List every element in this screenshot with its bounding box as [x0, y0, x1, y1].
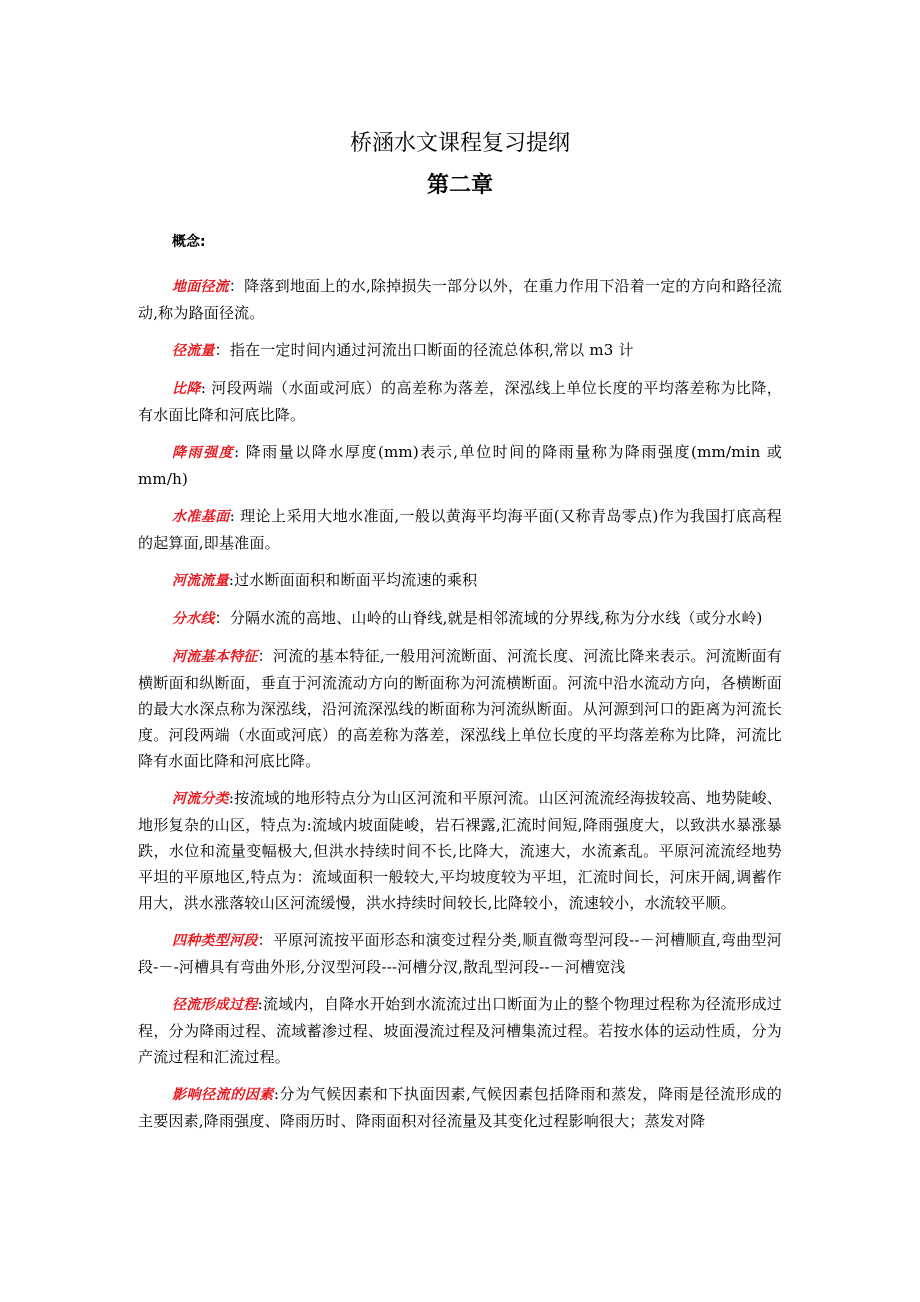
- concept-separator: :: [234, 443, 246, 461]
- concept-term: 影响径流的因素: [172, 1087, 274, 1103]
- concept-definition: 按流域的地形特点分为山区河流和平原河流。山区河流流经海拔较高、地势陡峻、地形复杂的山区，特点为:流域内坡面陡峻，岩石裸露,汇流时间短,降雨强度大，以致洪水暴涨暴跌，水位和流量变幅极大,但洪水持续时间不长,比降大，流速大，水流紊乱。平原河流流经地势平坦的平原地区,特点为：流域面积一般较大,平均坡度较为平坦，汇流时间长，河床开阔,调蓄作用大，洪水涨落较山区河流缓慢，洪水持续时间较长,比降较小，流速较小，水流较平顺。: [138, 789, 782, 912]
- document-title: 桥涵水文课程复习提纲: [349, 131, 570, 156]
- concept-definition: 流域内，自降水开始到水流流过出口断面为止的整个物理过程称为径流形成过程，分为降雨过程、流域蓄渗过程、坡面漫流过程及河槽集流过程。若按水体的运动性质，分为产流过程和汇流过程。: [138, 995, 782, 1066]
- concept-term: 河流分类: [172, 791, 229, 807]
- concept-term: 四种类型河段: [172, 933, 258, 949]
- concept-term: 比降: [172, 381, 201, 397]
- concept-separator: ：: [228, 277, 245, 295]
- concept-definition: 过水断面面积和断面平均流速的乘积: [234, 571, 478, 589]
- concept-separator: :: [228, 789, 235, 807]
- concept-definition: 指在一定时间内通过河流出口断面的径流总体积,常以 m3 计: [229, 341, 634, 359]
- concept-entry: [138, 785, 782, 916]
- section-label: 概念:: [172, 234, 206, 250]
- concept-separator: ：: [257, 647, 273, 665]
- concept-definition: 河流的基本特征,一般用河流断面、河流长度、河流比降来表示。河流断面有横断面和纵断面，垂直于河流流动方向的断面称为河流横断面。河流中沿水流动方向，各横断面的最大水深点称为深泓线，沿河流深泓线的断面称为河流纵断面。从河源到河口的距离为河流长度。河段两端（水面或河底）的高差称为落差，深泓线上单位长度的平均落差称为比降，河流比降有水面比降和河底比降。: [138, 647, 782, 770]
- concept-separator: :: [200, 379, 212, 397]
- concept-entry: [138, 375, 782, 428]
- concept-separator: :: [228, 571, 235, 589]
- concept-list: [138, 273, 782, 1134]
- concept-term: 径流形成过程: [172, 997, 258, 1013]
- concept-entry: [138, 643, 782, 774]
- concept-entry: [138, 1081, 782, 1134]
- concept-term: 河流流量: [172, 573, 229, 589]
- concept-definition: 河段两端（水面或河底）的高差称为落差，深泓线上单位长度的平均落差称为比降，有水面比降和河底比降。: [138, 379, 782, 424]
- concept-separator: :: [273, 1085, 280, 1103]
- concept-entry: [138, 439, 782, 492]
- concept-term: 降雨强度: [172, 445, 235, 461]
- concept-separator: ：: [214, 341, 230, 359]
- concept-entry: [138, 273, 782, 326]
- concept-definition: 降雨量以降水厚度(mm)表示,单位时间的降雨量称为降雨强度(mm/min 或 mm/h): [138, 443, 782, 488]
- concept-definition: 降落到地面上的水,除掉损失一部分以外，在重力作用下沿着一定的方向和路径流动,称为路面径流。: [138, 277, 782, 322]
- concept-definition: 平原河流按平面形态和演变过程分类,顺直微弯型河段--－河槽顺直,弯曲型河段-－-河槽具有弯曲外形,分汊型河段---河槽分汊,散乱型河段--－河槽宽浅: [138, 931, 782, 976]
- concept-separator: ：: [257, 931, 273, 949]
- concept-entry: [138, 567, 782, 594]
- concept-term: 地面径流: [172, 279, 229, 295]
- concept-term: 径流量: [172, 343, 215, 359]
- concept-definition: 分为气候因素和下执面因素,气候因素包括降雨和蒸发，降雨是径流形成的主要因素,降雨强度、降雨历时、降雨面积对径流量及其变化过程影响很大；蒸发对降: [138, 1085, 782, 1130]
- concept-separator: :: [257, 995, 263, 1013]
- concept-definition: 分隔水流的高地、山岭的山脊线,就是相邻流域的分界线,称为分水线（或分水岭): [229, 609, 763, 627]
- concept-definition: 理论上采用大地水准面,一般以黄海平均海平面(又称青岛零点)作为我国打底高程的起算面,即基准面。: [138, 507, 782, 552]
- concept-separator: ：: [214, 609, 230, 627]
- concept-entry: [138, 605, 782, 632]
- concept-entry: [138, 991, 782, 1070]
- concept-entry: [138, 503, 782, 556]
- concept-entry: [138, 337, 782, 364]
- concept-entry: [138, 927, 782, 980]
- concept-term: 分水线: [172, 611, 215, 627]
- concept-term: 水准基面: [172, 509, 230, 525]
- concept-separator: :: [229, 507, 241, 525]
- chapter-title: 第二章: [426, 173, 493, 198]
- concept-term: 河流基本特征: [172, 649, 258, 665]
